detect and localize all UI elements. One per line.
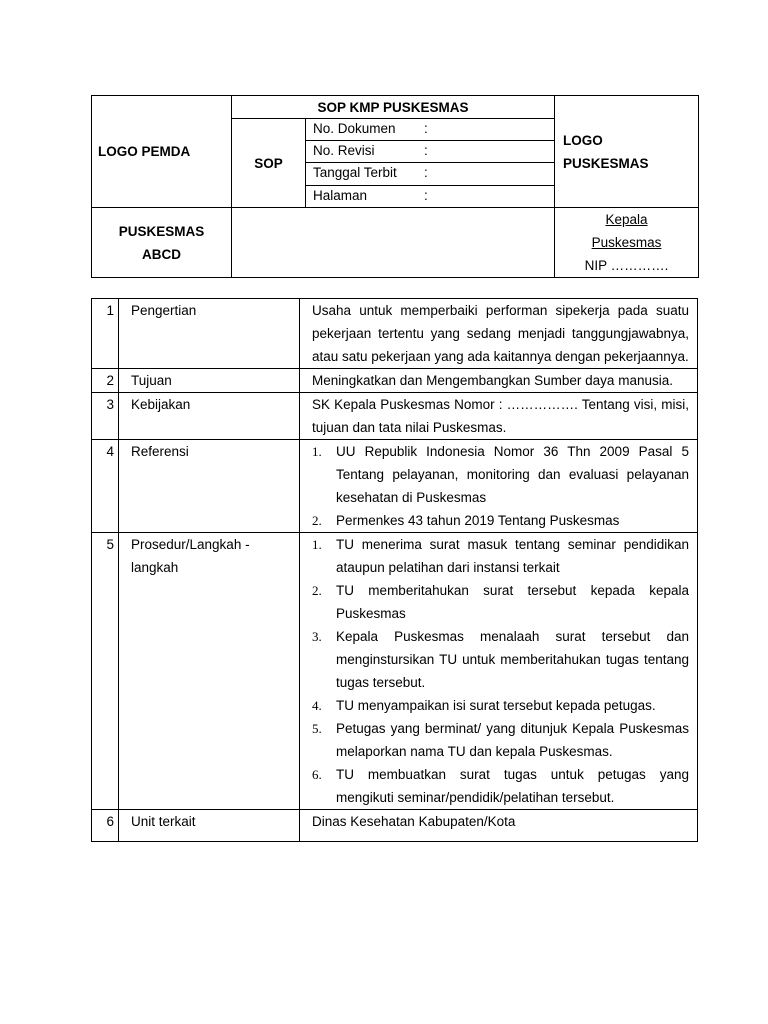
nip-field: NIP …………. — [584, 258, 669, 273]
list-item: 1. UU Republik Indonesia Nomor 36 Thn 2009 Pasal 5 Tentang pelayanan, monitoring dan evaluasi pelayanan kesehatan di Puskesmas — [312, 444, 689, 505]
sop-content-table — [91, 298, 698, 842]
logo-puskesmas-line1: LOGO — [563, 132, 603, 148]
row-referensi: 4 Referensi 1. UU Republik Indonesia Nomor 36 Thn 2009 Pasal 5 Tentang pelayanan, monitoring dan evaluasi pelayanan kesehatan di Puskesmas 2. Permenkes 43 tahun 2019 Tentang Puskesmas — [92, 440, 698, 533]
row-prosedur: 5 Prosedur/Langkah - langkah 1. TU menerima surat masuk tentang seminar pendidikan ataupun pelatihan dari instansi terkait 2. TU memberitahukan surat tersebut kepada kepala Puskesmas 3. Kepala Puskesmas menalaah surat tersebut dan menginstursikan TU untuk memberitahukan tugas tentang tugas tersebut. 4. TU menyampaikan isi surat tersebut kepada petugas. 5. Petugas yang berminat/ yang ditunjuk Kepala Puskesmas melaporkan nama TU dan kepala Puskesmas. 6. TU membuatkan surat tugas untuk petugas yang mengikuti seminar/pendidik/pelatihan tersebut. — [92, 533, 698, 810]
field-halaman: Halaman : — [306, 186, 555, 208]
field-tanggal-terbit: Tanggal Terbit : — [306, 163, 555, 186]
field-no-dokumen: No. Dokumen : — [306, 119, 555, 141]
referensi-list — [312, 440, 689, 532]
field-no-revisi: No. Revisi : — [306, 141, 555, 163]
list-item: 4. TU menyampaikan isi surat tersebut kepada petugas. — [312, 698, 656, 713]
row-tujuan: 2 Tujuan Meningkatkan dan Mengembangkan Sumber daya manusia. — [92, 369, 698, 393]
sop-label: SOP — [232, 119, 306, 208]
row-kebijakan: 3 Kebijakan SK Kepala Puskesmas Nomor : ……………. Tentang visi, misi, tujuan dan tata nilai Puskesmas. — [92, 393, 698, 440]
kepala-puskesmas-signature: Kepala Puskesmas NIP …………. — [555, 208, 699, 278]
list-item: 2. Permenkes 43 tahun 2019 Tentang Puskesmas — [312, 513, 620, 528]
row-pengertian: 1 Pengertian Usaha untuk memperbaiki performan sipekerja pada suatu pekerjaan tertentu yang sedang menjadi tanggungjawabnya, atau satu pekerjaan yang ada kaitannya dengan pekerjaannya. — [92, 299, 698, 369]
logo-puskesmas — [555, 96, 699, 208]
sop-header-table — [91, 95, 699, 278]
row-unit-terkait: 6 Unit terkait Dinas Kesehatan Kabupaten/Kota — [92, 810, 698, 842]
logo-puskesmas-line2: PUSKESMAS — [563, 155, 649, 171]
list-item: 6. TU membuatkan surat tugas untuk petugas yang mengikuti seminar/pendidik/pelatihan tersebut. — [312, 767, 689, 805]
puskesmas-name: PUSKESMAS ABCD — [92, 208, 232, 278]
list-item: 1. TU menerima surat masuk tentang seminar pendidikan ataupun pelatihan dari instansi terkait — [312, 537, 689, 575]
blank-cell — [232, 208, 555, 278]
list-item: 5. Petugas yang berminat/ yang ditunjuk Kepala Puskesmas melaporkan nama TU dan kepala Puskesmas. — [312, 721, 689, 759]
list-item: 3. Kepala Puskesmas menalaah surat tersebut dan menginstursikan TU untuk memberitahukan tugas tentang tugas tersebut. — [312, 629, 689, 690]
sop-title: SOP KMP PUSKESMAS — [232, 96, 555, 119]
prosedur-list — [312, 533, 689, 809]
list-item: 2. TU memberitahukan surat tersebut kepada kepala Puskesmas — [312, 583, 689, 621]
logo-pemda: LOGO PEMDA — [92, 96, 232, 208]
